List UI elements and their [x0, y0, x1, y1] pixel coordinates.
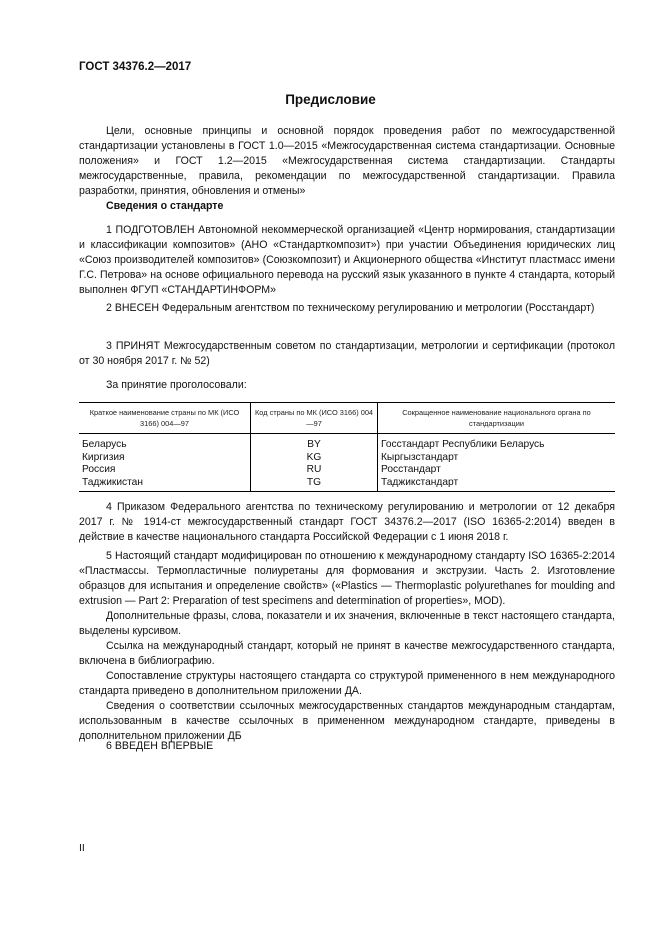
- paragraph-5d: Сведения о соответствии ссылочных межгосударственных стандартов международным стандартам, использованным в качестве ссылочных в примененном международном стандарте, приведены в дополнительном приложении ДБ: [79, 700, 615, 742]
- body-cell: Росстандарт: [378, 464, 616, 477]
- document-header: ГОСТ 34376.2—2017: [79, 61, 192, 73]
- code-cell: TG: [251, 477, 378, 492]
- country-cell: Беларусь: [82, 439, 127, 450]
- paragraph-5: 5 Настоящий стандарт модифицирован по отношению к международному стандарту ISO 16365-2:2014 «Пластмассы. Термопластичные полиуретаны для формования и экструзии. Часть 2. Изготовление образцов для испытания и определение свойств» («Plastics — Thermoplastic polyurethanes for moulding and extrusion — Part 2: Preparation of test specimens and determination of properties», MOD).: [79, 550, 615, 607]
- code-cell: BY: [251, 434, 378, 452]
- paragraph-2: 2 ВНЕСЕН Федеральным агентством по техническому регулированию и метрологии (Росстандарт): [106, 302, 595, 314]
- page-title: Предисловие: [285, 92, 376, 107]
- page-number: II: [79, 842, 85, 854]
- voted-label: За принятие проголосовали:: [106, 379, 247, 391]
- paragraph-5a: Дополнительные фразы, слова, показатели и их значения, включенные в текст настоящего стандарта, выделены курсивом.: [79, 610, 615, 637]
- info-heading: Сведения о стандарте: [106, 200, 224, 212]
- intro-paragraph: Цели, основные принципы и основной порядок проведения работ по межгосударственной стандартизации установлены в ГОСТ 1.0—2015 «Межгосударственная система стандартизации. Основные положения» и ГОСТ 1.2—2015 «Межгосударственная система стандартизации. Стандарты межгосударственные, правила, рекомендации по межгосударственной стандартизации. Правила разработки, принятия, обновления и отмены»: [79, 125, 615, 197]
- column-header-body: Сокращенное наименование национального органа по стандартизации: [378, 403, 616, 434]
- country-cell: Таджикистан: [79, 477, 251, 492]
- paragraph-3: 3 ПРИНЯТ Межгосударственным советом по стандартизации, метрологии и сертификации (протокол от 30 ноября 2017 г. № 52): [79, 340, 615, 367]
- paragraph-6: 6 ВВЕДЕН ВПЕРВЫЕ: [106, 740, 214, 752]
- table-row: [79, 477, 615, 492]
- code-cell: RU: [251, 464, 378, 477]
- voting-table: [79, 402, 615, 492]
- body-cell: Таджикстандарт: [378, 477, 616, 492]
- table-row: [79, 434, 615, 452]
- paragraph-1: 1 ПОДГОТОВЛЕН Автономной некоммерческой организацией «Центр нормирования, стандартизации и классификации композитов» (АНО «Стандарткомпозит») при участии Объединения юридических лиц «Союз производителей композитов» (Союзкомпозит) и Акционерного общества «Институт пластмасс имени Г.С. Петрова» на основе официального перевода на русский язык указанного в пункте 4 стандарта, который выполнен ФГУП «СТАНДАРТИНФОРМ»: [79, 224, 615, 296]
- table-row: [79, 452, 615, 465]
- table-header-row: [79, 403, 615, 434]
- paragraph-5b: Ссылка на международный стандарт, который не принят в качестве межгосударственного стандарта, включена в библиографию.: [79, 640, 615, 667]
- column-header-code: Код страны по МК (ИСО 3166) 004—97: [251, 403, 378, 434]
- country-cell: Киргизия: [82, 451, 125, 463]
- body-cell: Кыргызстандарт: [378, 452, 616, 465]
- table-row: [79, 464, 615, 477]
- paragraph-4: 4 Приказом Федерального агентства по техническому регулированию и метрологии от 12 декабря 2017 г. № 1914-ст межгосударственный стандарт ГОСТ 34376.2—2017 (ISO 16365-2:2014) введен в действие в качестве национального стандарта Российской Федерации с 1 июня 2018 г.: [79, 501, 615, 543]
- code-cell: KG: [251, 452, 378, 465]
- body-cell: Госстандарт Республики Беларусь: [378, 434, 616, 452]
- section-5: [79, 549, 615, 744]
- paragraph-5c: Сопоставление структуры настоящего стандарта со структурой примененного в нем международного стандарта приведено в дополнительном приложении ДА.: [79, 670, 615, 697]
- country-cell: Россия: [82, 464, 116, 475]
- column-header-country: Краткое наименование страны по МК (ИСО 3166) 004—97: [79, 403, 251, 434]
